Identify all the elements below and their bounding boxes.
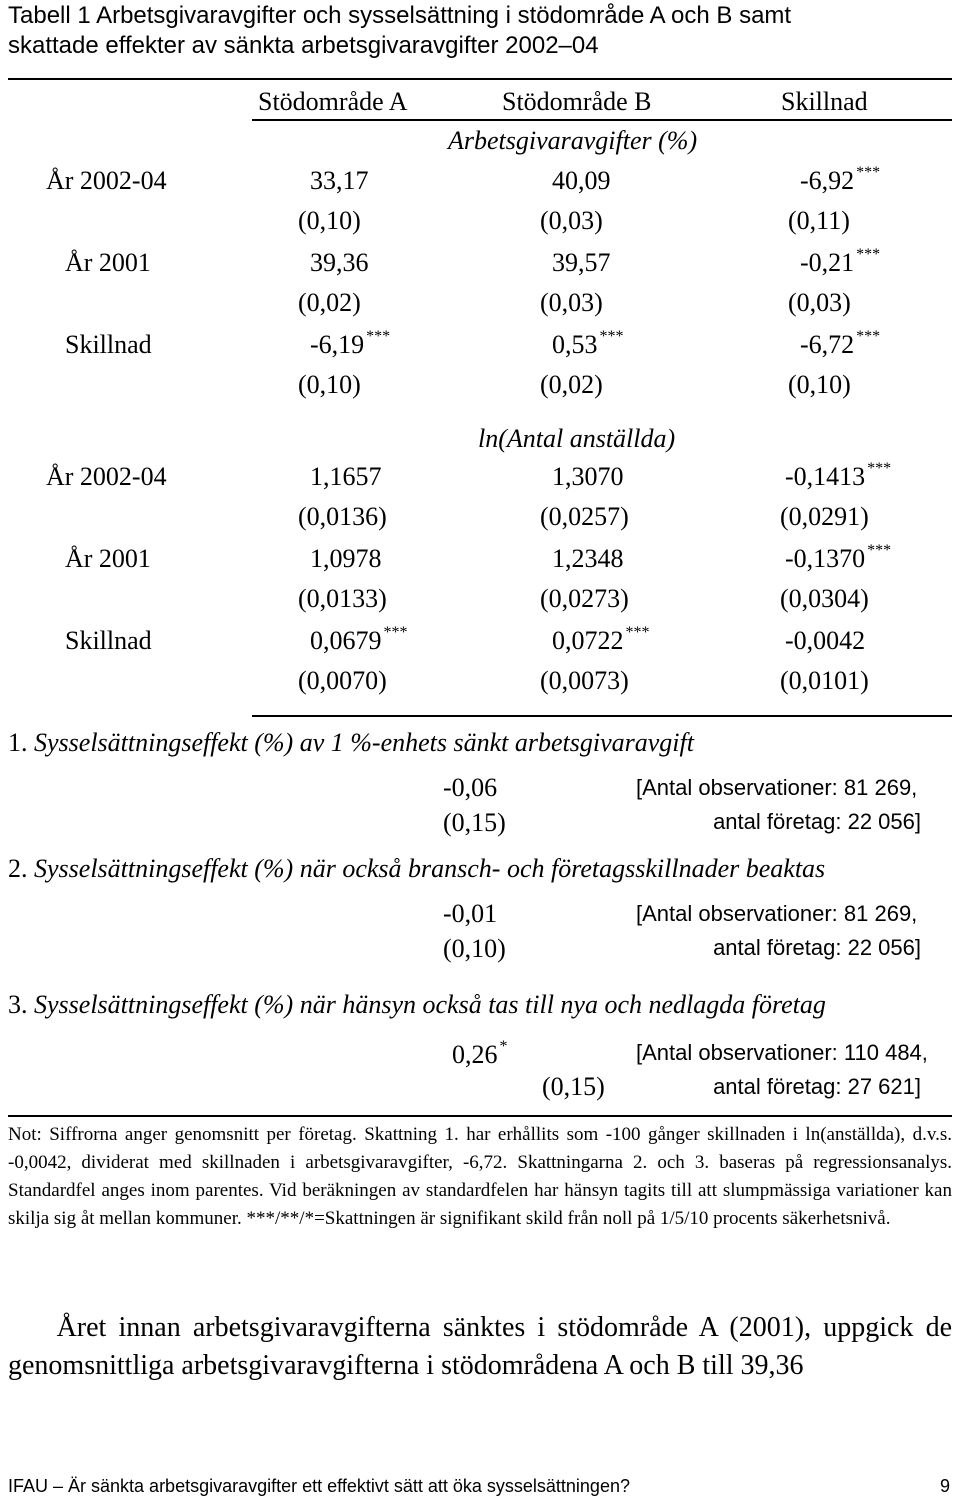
significance-stars: ***	[366, 328, 391, 345]
effect-title: Sysselsättningseffekt (%) av 1 %-enhets sänkt arbetsgivaravgift	[34, 728, 694, 757]
value-diff: -0,0042	[785, 626, 866, 655]
effect-title: Sysselsättningseffekt (%) när också bransch- och företagsskillnader beaktas	[34, 854, 826, 883]
significance-stars: ***	[856, 328, 881, 345]
significance-stars: ***	[383, 624, 408, 641]
value-b: 40,09	[552, 166, 611, 195]
value-b: 1,2348	[552, 544, 624, 573]
row-label: Skillnad	[65, 330, 152, 359]
col-header-b: Stödområde B	[502, 87, 652, 116]
value-diff: -0,21 ***	[800, 246, 881, 277]
se-b: (0,0257)	[540, 502, 629, 531]
effect-se: (0,10)	[443, 934, 506, 963]
firm-count: antal företag: 22 056]	[713, 935, 921, 960]
value-a: 1,1657	[310, 462, 382, 491]
firm-count: antal företag: 27 621]	[713, 1074, 921, 1099]
se-diff: (0,0291)	[780, 502, 869, 531]
header-rule	[252, 119, 952, 121]
value-diff: -6,72 ***	[800, 328, 881, 359]
effect-heading	[8, 728, 694, 758]
row-label: Skillnad	[65, 626, 152, 655]
section2-title: ln(Antal anställda)	[478, 424, 676, 453]
obs-count: [Antal observationer: 81 269,	[636, 901, 918, 926]
row-label: År 2002-04	[46, 462, 167, 491]
effect-number: 3.	[8, 990, 34, 1019]
significance-stars: ***	[867, 542, 892, 559]
se-diff: (0,10)	[788, 370, 851, 399]
significance-stars: ***	[856, 164, 881, 181]
significance-stars: ***	[599, 328, 624, 345]
se-diff: (0,0101)	[780, 666, 869, 695]
row-label: År 2002-04	[46, 166, 167, 195]
effect-number: 2.	[8, 854, 34, 883]
value-b: 0,53 ***	[552, 328, 624, 359]
col-header-diff: Skillnad	[781, 87, 868, 116]
value-a: 1,0978	[310, 544, 382, 573]
effect-number: 1.	[8, 728, 34, 757]
se-a: (0,0136)	[298, 502, 387, 531]
se-diff: (0,0304)	[780, 584, 869, 613]
se-b: (0,0073)	[540, 666, 629, 695]
effect-heading	[8, 854, 825, 884]
effect-se: (0,15)	[542, 1072, 605, 1101]
row-label: År 2001	[65, 248, 151, 277]
value-a: 39,36	[310, 248, 369, 277]
section1-title: Arbetsgivaravgifter (%)	[448, 126, 698, 155]
significance-stars: ***	[856, 246, 881, 263]
table-note: Not: Siffrorna anger genomsnitt per företag. Skattning 1. har erhållits som -100 gånger skillnaden i ln(anställda), d.v.s. -0,0042, dividerat med skillnaden i arbetsgivaravgifter, -6,72. Skattningarna 2. och 3. baseras på regressionsanalys. Standardfel anges inom parentes. Vid beräkningen av standardfelen har hänsyn tagits till att slumpmässiga variationer kan skilja sig åt mellan kommuner. ***/**/*=Skattningen är signifikant skild från noll på 1/5/10 procents säkerhetsnivå.	[8, 1124, 952, 1229]
value-b: 39,57	[552, 248, 611, 277]
firm-count: antal företag: 22 056]	[713, 809, 921, 834]
value-diff: -6,92 ***	[800, 164, 881, 195]
obs-count: [Antal observationer: 81 269,	[636, 775, 918, 800]
significance-stars: ***	[867, 460, 892, 477]
significance-stars: ***	[625, 624, 650, 641]
value-a: 0,0679 ***	[310, 624, 408, 655]
value-a: -6,19 ***	[310, 328, 391, 359]
effect-se: (0,15)	[443, 808, 506, 837]
obs-count: [Antal observationer: 110 484,	[636, 1040, 928, 1065]
se-b: (0,03)	[540, 206, 603, 235]
page-number: 9	[940, 1476, 951, 1496]
se-a: (0,0133)	[298, 584, 387, 613]
body-paragraph: Året innan arbetsgivaravgifterna sänktes i stödområde A (2001), uppgick de genomsnittliga arbetsgivaravgifterna i stödområdena A och B till 39,36	[8, 1312, 952, 1381]
footer-text: IFAU – Är sänkta arbetsgivaravgifter ett effektivt sätt att öka sysselsättningen?	[8, 1476, 630, 1496]
table-title-line1: Tabell 1 Arbetsgivaravgifter och sysselsättning i stödområde A och B samt	[8, 2, 792, 29]
value-a: 33,17	[310, 166, 369, 195]
se-a: (0,10)	[298, 206, 361, 235]
effect-title: Sysselsättningseffekt (%) när hänsyn också tas till nya och nedlagda företag	[34, 990, 826, 1019]
value-b: 0,0722 ***	[552, 624, 650, 655]
se-b: (0,03)	[540, 288, 603, 317]
se-diff: (0,11)	[788, 206, 850, 235]
top-rule	[8, 78, 952, 80]
value-diff: -0,1370 ***	[785, 542, 892, 573]
significance-stars: *	[499, 1038, 508, 1055]
effect-value: -0,01	[443, 899, 498, 928]
se-a: (0,02)	[298, 288, 361, 317]
se-diff: (0,03)	[788, 288, 851, 317]
se-a: (0,10)	[298, 370, 361, 399]
value-diff: -0,1413 ***	[785, 460, 892, 491]
effects-rule	[252, 715, 952, 717]
effect-value: 0,26 *	[452, 1038, 508, 1069]
se-b: (0,02)	[540, 370, 603, 399]
row-label: År 2001	[65, 544, 151, 573]
note-rule	[8, 1115, 952, 1117]
se-a: (0,0070)	[298, 666, 387, 695]
effect-value: -0,06	[443, 773, 498, 802]
value-b: 1,3070	[552, 462, 624, 491]
table-title-line2: skattade effekter av sänkta arbetsgivaravgifter 2002–04	[8, 32, 599, 59]
effect-heading	[8, 990, 826, 1020]
se-b: (0,0273)	[540, 584, 629, 613]
col-header-a: Stödområde A	[258, 87, 408, 116]
